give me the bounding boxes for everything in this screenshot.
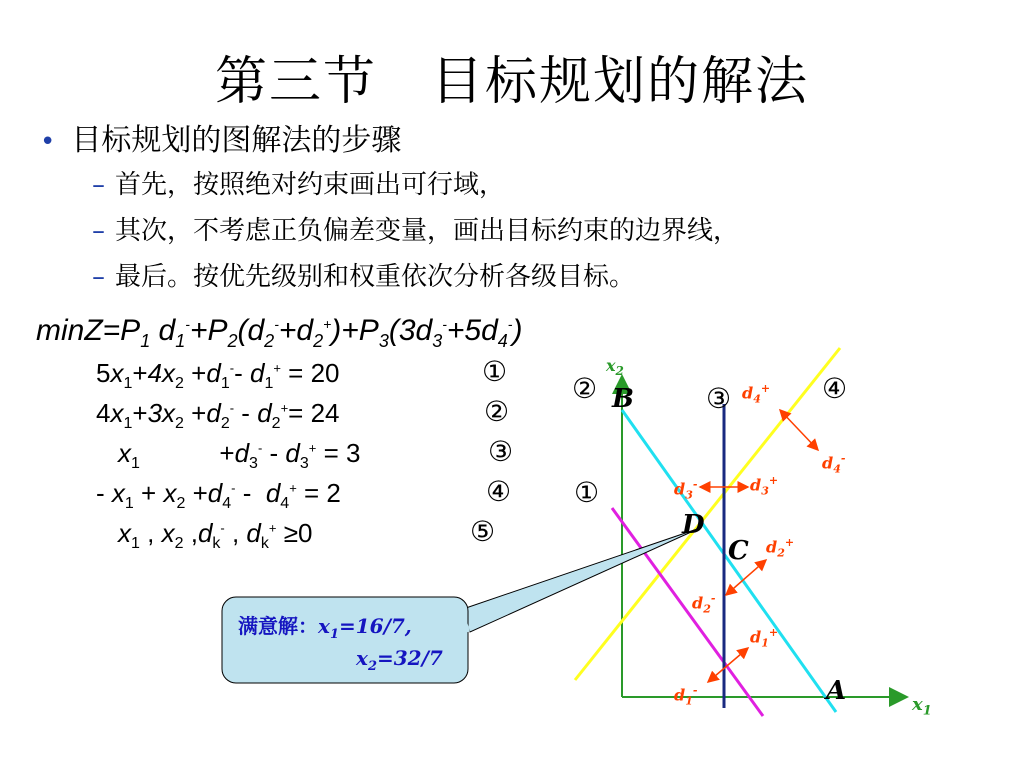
x2-axis-label: $x_2$	[606, 356, 624, 379]
line-1-label: ①	[574, 476, 600, 509]
callout-line1: 满意解：$x_1=16/7$,	[238, 614, 412, 642]
d1-minus-label: $d_1^-$	[674, 684, 698, 708]
point-b: B	[612, 384, 634, 414]
d4-plus-label: $d_4^+$	[742, 382, 771, 406]
d2-plus-label: $d_2^+$	[766, 536, 795, 560]
constraint-mark: ②	[484, 395, 510, 428]
point-d: D	[682, 510, 705, 540]
bullet-dot: •	[40, 127, 56, 157]
dash-icon: –	[92, 170, 105, 200]
d1-plus-label: $d_1^+$	[750, 626, 779, 650]
constraint-mark: ④	[486, 475, 512, 508]
constraint-5: $x_1$ , $x_2$ $,d_k^-$ , $d_k^+ \ge 0$	[118, 518, 313, 553]
d4-minus-label: $d_4^-$	[822, 452, 846, 476]
bullet-text: 目标规划的图解法的步骤	[71, 123, 402, 158]
d4-arrow	[780, 410, 818, 450]
line-4-label: ④	[822, 372, 848, 405]
step-text: 首先，按照绝对约束画出可行域，	[115, 170, 506, 200]
d3-minus-label: $d_3^-$	[674, 478, 698, 502]
point-c: C	[728, 536, 749, 566]
step-text: 最后。按优先级别和权重依次分析各级目标。	[115, 262, 636, 292]
objective-function: $\min Z=P_1$ $d_1^-+P_2(d_2^-+d_2^+)+P_3(3d_3^-+5d_4^-)$	[36, 314, 523, 351]
step-text: 其次，不考虑正负偏差变量，画出目标约束的边界线，	[115, 216, 740, 246]
d3-plus-label: $d_3^+$	[750, 474, 779, 498]
constraint-4: - $x_1 + x_2 +d_4^- - d_4^+ = 2$	[96, 478, 341, 513]
constraint-3: $x_1$ $+d_3^- - d_3^+ = 3$	[118, 438, 361, 473]
constraint-1: $5x_1+4x_2 +d_1^--$ $d_1^+ = 20$	[96, 358, 340, 393]
page-title: 第三节 目标规划的解法	[214, 52, 809, 112]
dash-icon: –	[92, 216, 105, 246]
line-2-label: ②	[572, 372, 598, 405]
constraint-mark: ①	[482, 355, 508, 388]
callout-line2: $x_2=32/7$	[356, 646, 443, 674]
callout-label: 满意解：	[238, 614, 318, 638]
dash-icon: –	[92, 262, 105, 292]
d2-minus-label: $d_2^-$	[692, 592, 716, 616]
constraint-mark: ⑤	[470, 515, 496, 548]
point-a: A	[826, 676, 847, 706]
x1-axis-label: $x_1$	[912, 694, 932, 719]
constraint-2: $4x_1+3x_2 +d_2^- - d_2^+= 24$	[96, 398, 340, 433]
constraint-mark: ③	[488, 435, 514, 468]
line-3-label: ③	[706, 382, 732, 415]
d1-arrow	[708, 648, 748, 682]
